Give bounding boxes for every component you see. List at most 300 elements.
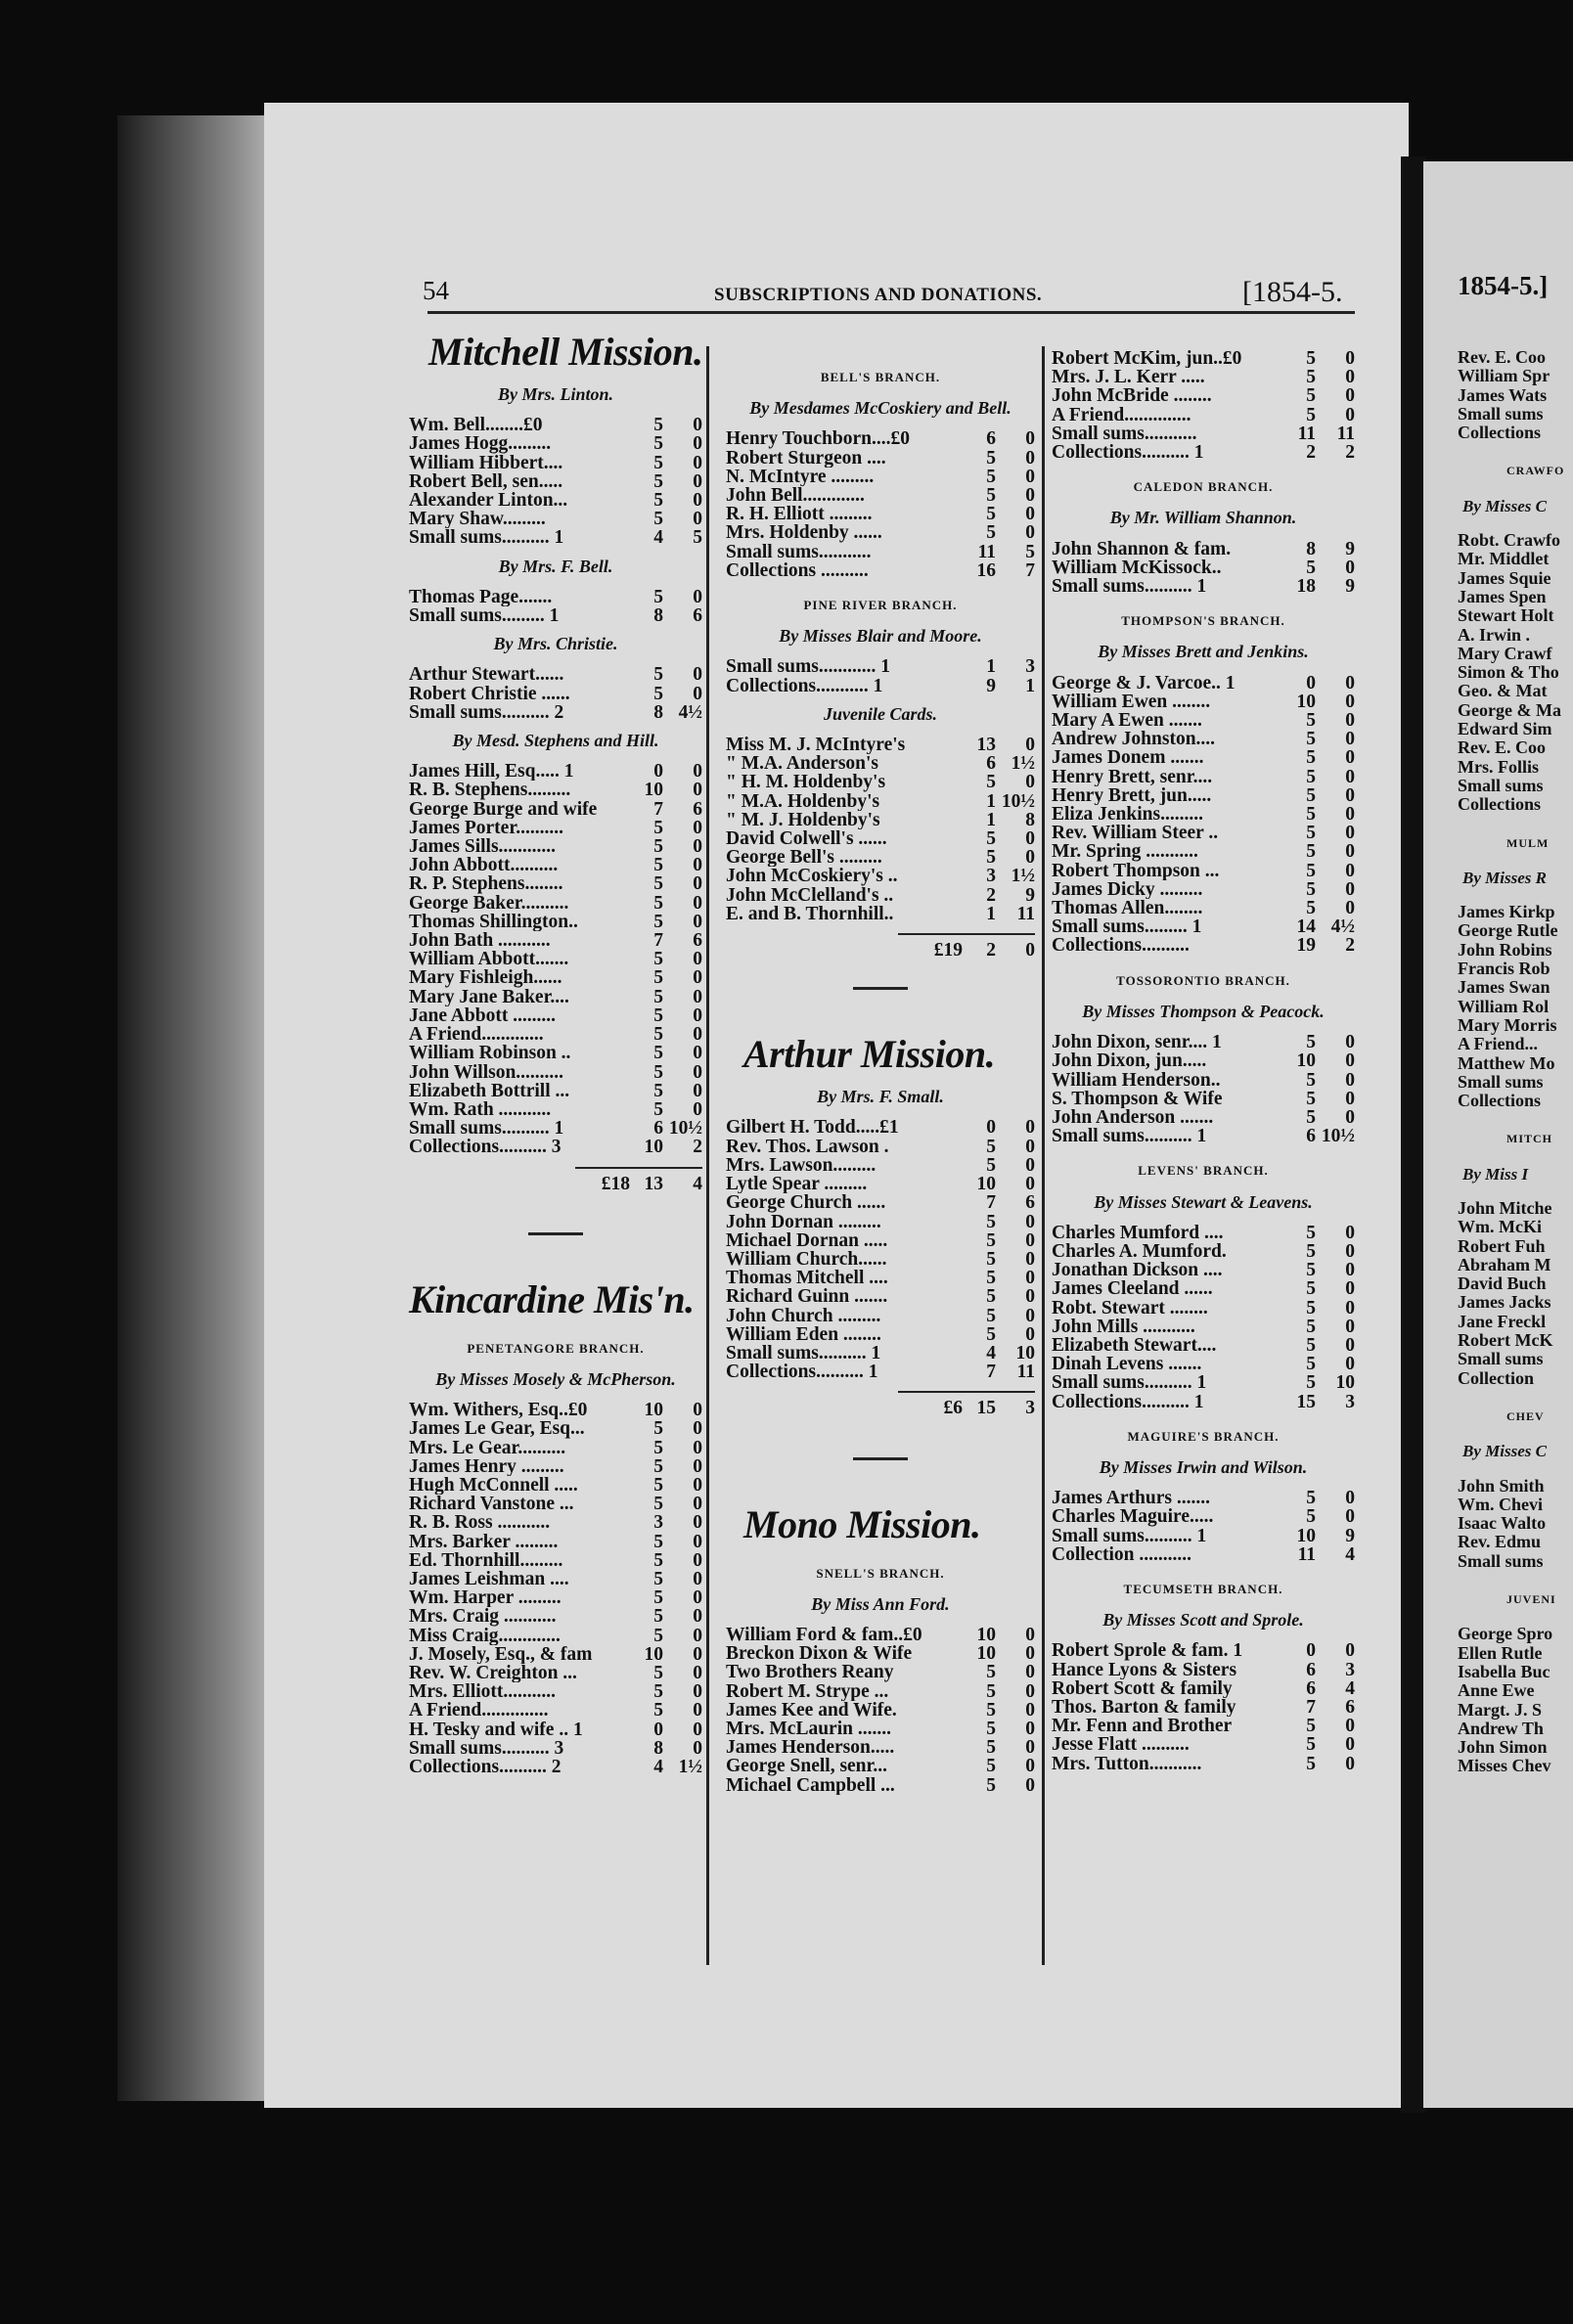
entry-shillings: 7 bbox=[653, 930, 663, 952]
truncated-entry: George & Ma bbox=[1458, 699, 1561, 720]
entry-shillings: 5 bbox=[1306, 823, 1316, 844]
entry-row bbox=[1052, 540, 1355, 559]
entry-shillings: 5 bbox=[653, 452, 663, 473]
entry-shillings: 5 bbox=[1306, 1240, 1316, 1262]
entry-pence: 0 bbox=[1345, 860, 1355, 881]
entry-pence: 0 bbox=[693, 1061, 702, 1083]
entry-shillings: 5 bbox=[653, 490, 663, 512]
entry-name: Wm. Rath ........... bbox=[409, 1099, 552, 1120]
entry-pence: 0 bbox=[693, 1494, 702, 1515]
entry-row bbox=[409, 454, 702, 472]
entry-name: Small sums.......... 1 bbox=[409, 1119, 564, 1139]
entry-shillings: 5 bbox=[1306, 841, 1316, 863]
entry-shillings: 19 bbox=[1296, 935, 1316, 957]
entry-row bbox=[1052, 748, 1355, 767]
entry-shillings: 5 bbox=[653, 1098, 663, 1120]
entry-row bbox=[1052, 674, 1355, 693]
entry-shillings: 5 bbox=[1306, 1069, 1316, 1091]
entry-pence: 0 bbox=[1345, 823, 1355, 844]
entry-name: John Dixon, jun..... bbox=[1052, 1051, 1207, 1071]
entry-row bbox=[1052, 1527, 1355, 1545]
entry-pence: 0 bbox=[693, 1568, 702, 1589]
entry-name: Collections.......... 1 bbox=[726, 1363, 878, 1382]
entry-shillings: 5 bbox=[986, 1323, 996, 1345]
entry-pence: 0 bbox=[693, 911, 702, 932]
entry-pence: 0 bbox=[1025, 1305, 1035, 1326]
name-list bbox=[1458, 348, 1564, 442]
entry-row bbox=[409, 1664, 702, 1682]
entry-row bbox=[726, 1175, 1035, 1193]
truncated-entry: Small sums bbox=[1458, 403, 1544, 424]
entry-shillings: 10 bbox=[1296, 1525, 1316, 1546]
entry-name: James Arthurs ....... bbox=[1052, 1489, 1210, 1508]
entry-shillings: 10 bbox=[644, 780, 663, 801]
entry-name: Mrs. Tutton........... bbox=[1052, 1754, 1202, 1773]
entry-name: Breckon Dixon & Wife bbox=[726, 1644, 913, 1664]
entry-shillings: 5 bbox=[1306, 804, 1316, 826]
entry-pence: 10 bbox=[1335, 1372, 1355, 1394]
column-2 bbox=[726, 368, 1035, 1795]
entry-pence: 0 bbox=[1345, 1240, 1355, 1262]
entry-name: Robert McKim, jun..£0 bbox=[1052, 349, 1242, 369]
entry-pence: 11 bbox=[1016, 903, 1035, 924]
collector-line: By Miss Ann Ford. bbox=[811, 1593, 950, 1614]
entry-shillings: 5 bbox=[1306, 878, 1316, 900]
entry-row bbox=[409, 837, 702, 856]
entry-shillings: 5 bbox=[986, 1756, 996, 1777]
entry-shillings: 16 bbox=[976, 559, 996, 581]
entry-shillings: 10 bbox=[644, 1137, 663, 1158]
section-divider bbox=[853, 987, 908, 990]
mission-total bbox=[575, 1167, 702, 1193]
entry-shillings: 18 bbox=[1296, 576, 1316, 598]
truncated-entry: William Rol bbox=[1458, 996, 1550, 1016]
entry-row bbox=[726, 449, 1035, 468]
entry-pence: 0 bbox=[693, 683, 702, 704]
entry-row bbox=[409, 1439, 702, 1457]
entry-shillings: 5 bbox=[1306, 1753, 1316, 1774]
entry-shillings: 15 bbox=[1296, 1391, 1316, 1412]
entry-pence: 10½ bbox=[1001, 790, 1035, 812]
entry-shillings: 7 bbox=[653, 798, 663, 820]
truncated-entry: Margt. J. S bbox=[1458, 1699, 1542, 1720]
collector-line: By Mr. William Shannon. bbox=[1109, 508, 1297, 528]
entry-row bbox=[726, 1138, 1035, 1156]
entry-name: R. B. Stephens......... bbox=[409, 781, 571, 800]
entry-pence: 0 bbox=[1345, 1354, 1355, 1375]
entry-name: George & J. Varcoe.. 1 bbox=[1052, 673, 1236, 693]
mission-total bbox=[898, 1391, 1035, 1417]
entry-name: Ed. Thornhill......... bbox=[409, 1550, 563, 1570]
entry-pence: 0 bbox=[693, 490, 702, 512]
subscription-list bbox=[409, 1401, 702, 1776]
entry-shillings: 7 bbox=[986, 1192, 996, 1214]
truncated-entry: John Smith bbox=[1458, 1475, 1545, 1496]
branch-heading: CALEDON BRANCH. bbox=[1133, 479, 1274, 495]
truncated-entry: James Squie bbox=[1458, 567, 1551, 588]
entry-name: Small sums........... bbox=[1052, 424, 1197, 444]
entry-row bbox=[726, 905, 1035, 923]
entry-row bbox=[1052, 824, 1355, 842]
entry-shillings: 1 bbox=[986, 790, 996, 812]
truncated-entry: John Robins bbox=[1458, 939, 1552, 960]
entry-name: Dinah Levens ....... bbox=[1052, 1355, 1202, 1374]
entry-pence: 3 bbox=[1025, 656, 1035, 678]
mission-title: Mitchell Mission. bbox=[428, 330, 703, 374]
entry-row bbox=[1052, 406, 1355, 425]
entry-pence: 0 bbox=[1345, 878, 1355, 900]
entry-name: Michael Campbell ... bbox=[726, 1775, 895, 1795]
subscription-list bbox=[409, 762, 702, 1156]
entry-shillings: 5 bbox=[1306, 1488, 1316, 1509]
entry-row bbox=[1052, 1661, 1355, 1679]
entry-pence: 4 bbox=[1345, 1543, 1355, 1565]
entry-pence: 0 bbox=[1345, 1506, 1355, 1528]
collector-line: By Misses C bbox=[1462, 1442, 1547, 1461]
entry-pence: 2 bbox=[1345, 935, 1355, 957]
entry-shillings: 5 bbox=[986, 522, 996, 544]
truncated-entry: Misses Chev bbox=[1458, 1756, 1551, 1776]
truncated-entry: George Spro bbox=[1458, 1624, 1553, 1644]
entry-name: Wm. Withers, Esq..£0 bbox=[409, 1401, 588, 1420]
entry-pence: 0 bbox=[1025, 1174, 1035, 1195]
entry-pence: 0 bbox=[1345, 1334, 1355, 1356]
entry-pence: 0 bbox=[1025, 1624, 1035, 1645]
entry-row bbox=[409, 703, 702, 722]
entry-shillings: 3 bbox=[653, 1512, 663, 1534]
entry-shillings: 5 bbox=[1306, 1334, 1316, 1356]
entry-pence: 0 bbox=[693, 1080, 702, 1101]
truncated-entry: David Buch bbox=[1458, 1274, 1547, 1294]
entry-shillings: 7 bbox=[1306, 1696, 1316, 1718]
branch-heading: MITCH bbox=[1506, 1132, 1552, 1146]
entry-pence: 0 bbox=[1345, 1297, 1355, 1318]
entry-row bbox=[726, 1738, 1035, 1757]
entry-row bbox=[1052, 368, 1355, 386]
entry-pence: 0 bbox=[1025, 466, 1035, 487]
entry-shillings: 5 bbox=[1306, 367, 1316, 388]
entry-row bbox=[726, 1626, 1035, 1644]
entry-shillings: 5 bbox=[986, 1737, 996, 1759]
entry-shillings: 5 bbox=[653, 892, 663, 914]
entry-pence: 4½ bbox=[1330, 916, 1355, 938]
entry-shillings: 5 bbox=[1306, 1278, 1316, 1300]
entry-row bbox=[726, 1287, 1035, 1306]
entry-row bbox=[409, 762, 702, 781]
entry-name: David Colwell's ...... bbox=[726, 829, 887, 849]
entry-name: James Cleeland ...... bbox=[1052, 1279, 1213, 1299]
entry-row bbox=[1052, 1127, 1355, 1145]
entry-row bbox=[726, 1325, 1035, 1344]
entry-shillings: 9 bbox=[986, 675, 996, 696]
entry-row bbox=[409, 665, 702, 684]
entry-row bbox=[1052, 1299, 1355, 1318]
entry-pence: 0 bbox=[1025, 504, 1035, 525]
entry-row bbox=[409, 588, 702, 606]
entry-name: A Friend.............. bbox=[409, 1701, 549, 1721]
entry-row bbox=[726, 829, 1035, 848]
entry-shillings: 5 bbox=[653, 1024, 663, 1046]
entry-row bbox=[409, 1401, 702, 1419]
entry-name: Henry Brett, jun..... bbox=[1052, 785, 1212, 806]
entry-shillings: 5 bbox=[653, 1531, 663, 1552]
entry-row bbox=[1052, 1108, 1355, 1127]
entry-shillings: 6 bbox=[1306, 1677, 1316, 1699]
entry-pence: 3 bbox=[1345, 1659, 1355, 1680]
entry-name: Jane Abbott ......... bbox=[409, 1006, 557, 1026]
entry-name: George Church ...... bbox=[726, 1193, 886, 1213]
entry-name: Small sums.......... 1 bbox=[409, 528, 564, 548]
entry-shillings: 5 bbox=[653, 1474, 663, 1496]
total-value: 13 bbox=[644, 1173, 663, 1194]
entry-shillings: 5 bbox=[986, 1286, 996, 1308]
entry-shillings: 5 bbox=[653, 1587, 663, 1609]
entry-row bbox=[726, 657, 1035, 676]
entry-shillings: 8 bbox=[653, 1737, 663, 1759]
entry-shillings: 5 bbox=[653, 1494, 663, 1515]
entry-name: J. Mosely, Esq., & fam bbox=[409, 1644, 593, 1664]
entry-row bbox=[1052, 1735, 1355, 1754]
entry-shillings: 5 bbox=[653, 873, 663, 895]
subscription-list bbox=[409, 665, 702, 722]
entry-shillings: 5 bbox=[986, 1662, 996, 1683]
entry-shillings: 6 bbox=[986, 753, 996, 775]
entry-row bbox=[1052, 1224, 1355, 1242]
entry-name: Andrew Johnston.... bbox=[1052, 730, 1216, 749]
entry-row bbox=[726, 754, 1035, 773]
truncated-entry: Small sums bbox=[1458, 1071, 1544, 1092]
entry-shillings: 5 bbox=[1306, 1032, 1316, 1053]
entry-pence: 0 bbox=[693, 817, 702, 838]
right-page-year: 1854-5.] bbox=[1458, 271, 1549, 300]
entry-shillings: 5 bbox=[986, 1718, 996, 1739]
entry-pence: 0 bbox=[693, 1643, 702, 1665]
entry-shillings: 5 bbox=[653, 836, 663, 858]
entry-shillings: 5 bbox=[653, 949, 663, 970]
collector-line: By Misses Mosely & McPherson. bbox=[435, 1368, 676, 1389]
entry-row bbox=[409, 1607, 702, 1626]
entry-row bbox=[726, 1344, 1035, 1363]
entry-shillings: 5 bbox=[1306, 747, 1316, 769]
right-page-column bbox=[1458, 348, 1564, 1776]
subscription-list bbox=[726, 1626, 1035, 1795]
entry-row bbox=[726, 811, 1035, 829]
entry-pence: 0 bbox=[1025, 1323, 1035, 1345]
entry-pence: 0 bbox=[1345, 1260, 1355, 1281]
collector-line: By Mrs. F. Bell. bbox=[498, 556, 613, 576]
entry-pence: 6 bbox=[693, 798, 702, 820]
entry-pence: 0 bbox=[1025, 1774, 1035, 1796]
truncated-entry: James Wats bbox=[1458, 384, 1548, 405]
entry-pence: 0 bbox=[1345, 367, 1355, 388]
entry-row bbox=[726, 1701, 1035, 1720]
entry-pence: 0 bbox=[1025, 1699, 1035, 1721]
entry-pence: 1 bbox=[1025, 675, 1035, 696]
entry-name: Miss Craig............. bbox=[409, 1626, 561, 1645]
entry-row bbox=[1052, 1641, 1355, 1660]
entry-name: Mrs. Le Gear.......... bbox=[409, 1438, 566, 1457]
entry-name: Robert Bell, sen..... bbox=[409, 471, 563, 492]
total-value: £18 bbox=[601, 1173, 630, 1194]
truncated-entry: Isabella Buc bbox=[1458, 1661, 1551, 1681]
collector-line: By Mesd. Stephens and Hill. bbox=[452, 731, 659, 751]
entry-row bbox=[409, 1645, 702, 1664]
entry-name: R. H. Elliott ......... bbox=[726, 505, 873, 524]
column-rule bbox=[706, 346, 709, 1965]
entry-name: Mrs. Lawson......... bbox=[726, 1155, 876, 1176]
entry-shillings: 0 bbox=[1306, 1640, 1316, 1662]
entry-name: John McClelland's .. bbox=[726, 885, 894, 905]
entry-row bbox=[726, 1193, 1035, 1212]
entry-pence: 0 bbox=[693, 415, 702, 436]
entry-row bbox=[409, 931, 702, 950]
entry-shillings: 5 bbox=[986, 772, 996, 793]
entry-name: Mr. Spring ........... bbox=[1052, 842, 1198, 862]
entry-pence: 0 bbox=[693, 855, 702, 876]
entry-name: Hugh McConnell ..... bbox=[409, 1475, 578, 1496]
entry-pence: 0 bbox=[693, 1043, 702, 1064]
entry-shillings: 10 bbox=[644, 1643, 663, 1665]
truncated-entry: Mary Morris bbox=[1458, 1014, 1557, 1035]
entry-shillings: 3 bbox=[986, 866, 996, 887]
entry-name: James Dicky ......... bbox=[1052, 879, 1203, 900]
entry-row bbox=[1052, 1033, 1355, 1051]
entry-pence: 0 bbox=[693, 1587, 702, 1609]
truncated-entry: Collections bbox=[1458, 1091, 1541, 1111]
entry-pence: 0 bbox=[1025, 1286, 1035, 1308]
entry-name: Richard Vanstone ... bbox=[409, 1495, 574, 1514]
entry-shillings: 1 bbox=[986, 656, 996, 678]
mission-total bbox=[898, 933, 1035, 960]
entry-pence: 0 bbox=[1345, 1050, 1355, 1072]
subscription-list bbox=[726, 657, 1035, 694]
entry-name: Small sums.......... 1 bbox=[1052, 1373, 1207, 1393]
entry-name: Robt. Stewart ........ bbox=[1052, 1298, 1208, 1318]
entry-row bbox=[1052, 425, 1355, 443]
entry-row bbox=[409, 1082, 702, 1100]
entry-pence: 0 bbox=[1025, 772, 1035, 793]
entry-pence: 0 bbox=[1025, 447, 1035, 469]
entry-name: James Kee and Wife. bbox=[726, 1700, 897, 1720]
entry-row bbox=[1052, 1261, 1355, 1279]
entry-shillings: 5 bbox=[1306, 1222, 1316, 1243]
entry-pence: 0 bbox=[1345, 898, 1355, 919]
entry-shillings: 5 bbox=[653, 1568, 663, 1589]
entry-pence: 9 bbox=[1345, 576, 1355, 598]
entry-name: William Eden ........ bbox=[726, 1324, 881, 1344]
branch-heading: SNELL'S BRANCH. bbox=[816, 1565, 945, 1581]
entry-row bbox=[1052, 1489, 1355, 1507]
entry-row bbox=[1052, 1355, 1355, 1373]
entry-pence: 0 bbox=[693, 892, 702, 914]
entry-pence: 11 bbox=[1336, 423, 1355, 444]
entry-name: A Friend............. bbox=[409, 1025, 544, 1045]
entry-row bbox=[1052, 711, 1355, 730]
entry-name: James Leishman .... bbox=[409, 1569, 569, 1589]
collector-line: By Misses C bbox=[1462, 496, 1547, 515]
entry-pence: 6 bbox=[693, 605, 702, 627]
entry-pence: 0 bbox=[1025, 1229, 1035, 1251]
entry-pence: 0 bbox=[1345, 1222, 1355, 1243]
entry-pence: 0 bbox=[1025, 1718, 1035, 1739]
entry-shillings: 5 bbox=[986, 447, 996, 469]
entry-row bbox=[409, 491, 702, 510]
truncated-entry: Abraham M bbox=[1458, 1254, 1551, 1274]
entry-shillings: 5 bbox=[1306, 348, 1316, 369]
truncated-entry: Francis Rob bbox=[1458, 959, 1551, 979]
entry-name: John Anderson ....... bbox=[1052, 1107, 1214, 1128]
page-year: [1854-5. bbox=[1242, 276, 1343, 308]
subscription-list bbox=[726, 736, 1035, 923]
truncated-entry: John Mitche bbox=[1458, 1197, 1552, 1218]
entry-pence: 0 bbox=[1025, 1136, 1035, 1157]
entry-name: William Robinson .. bbox=[409, 1044, 571, 1063]
entry-name: James Henderson..... bbox=[726, 1738, 895, 1758]
entry-pence: 0 bbox=[1025, 1248, 1035, 1270]
entry-name: Jesse Flatt .......... bbox=[1052, 1735, 1190, 1755]
entry-row bbox=[1052, 1373, 1355, 1392]
entry-name: John Dixon, senr.... 1 bbox=[1052, 1033, 1222, 1052]
entry-pence: 0 bbox=[1345, 1640, 1355, 1662]
entry-name: John Shannon & fam. bbox=[1052, 539, 1232, 559]
entry-row bbox=[726, 505, 1035, 523]
entry-shillings: 1 bbox=[986, 809, 996, 830]
subscription-list bbox=[1052, 540, 1355, 597]
branch-heading: TECUMSETH BRANCH. bbox=[1123, 1581, 1283, 1596]
entry-row bbox=[1052, 1393, 1355, 1411]
entry-pence: 0 bbox=[1345, 1734, 1355, 1756]
entry-pence: 0 bbox=[1345, 1032, 1355, 1053]
entry-row bbox=[409, 1025, 702, 1044]
entry-name: Collection ........... bbox=[1052, 1544, 1191, 1564]
entry-pence: 1½ bbox=[1011, 866, 1035, 887]
entry-name: Thos. Barton & family bbox=[1052, 1697, 1236, 1718]
entry-shillings: 2 bbox=[986, 884, 996, 906]
entry-name: Thomas Mitchell .... bbox=[726, 1269, 888, 1288]
entry-pence: 0 bbox=[1345, 672, 1355, 693]
truncated-entry: Mr. Middlet bbox=[1458, 549, 1550, 569]
branch-heading: LEVENS' BRANCH. bbox=[1138, 1163, 1269, 1179]
entry-name: " M. J. Holdenby's bbox=[726, 810, 880, 830]
entry-row bbox=[409, 528, 702, 547]
entry-row bbox=[409, 472, 702, 491]
entry-pence: 0 bbox=[1025, 735, 1035, 756]
entry-name: Henry Touchborn....£0 bbox=[726, 429, 911, 449]
entry-row bbox=[1052, 577, 1355, 596]
entry-pence: 1½ bbox=[678, 1756, 702, 1777]
entry-pence: 0 bbox=[1345, 691, 1355, 712]
entry-shillings: 5 bbox=[653, 1043, 663, 1064]
entry-pence: 0 bbox=[693, 761, 702, 782]
subscription-list bbox=[1052, 1033, 1355, 1145]
entry-pence: 10½ bbox=[668, 1118, 702, 1140]
entry-name: Collections.......... 1 bbox=[1052, 1392, 1204, 1411]
entry-pence: 0 bbox=[693, 836, 702, 858]
entry-shillings: 2 bbox=[1306, 442, 1316, 464]
entry-name: Gilbert H. Todd.....£1 bbox=[726, 1118, 899, 1138]
truncated-entry: Ellen Rutle bbox=[1458, 1642, 1543, 1663]
entry-shillings: 6 bbox=[653, 1118, 663, 1140]
mission-title: Mono Mission. bbox=[743, 1501, 981, 1546]
truncated-entry: John Simon bbox=[1458, 1737, 1548, 1758]
entry-shillings: 5 bbox=[653, 1606, 663, 1628]
entry-shillings: 5 bbox=[653, 967, 663, 989]
entry-name: R. P. Stephens........ bbox=[409, 874, 563, 894]
entry-shillings: 5 bbox=[986, 847, 996, 869]
entry-name: James Donem ....... bbox=[1052, 748, 1204, 768]
entry-pence: 0 bbox=[1345, 1278, 1355, 1300]
entry-row bbox=[409, 1533, 702, 1551]
